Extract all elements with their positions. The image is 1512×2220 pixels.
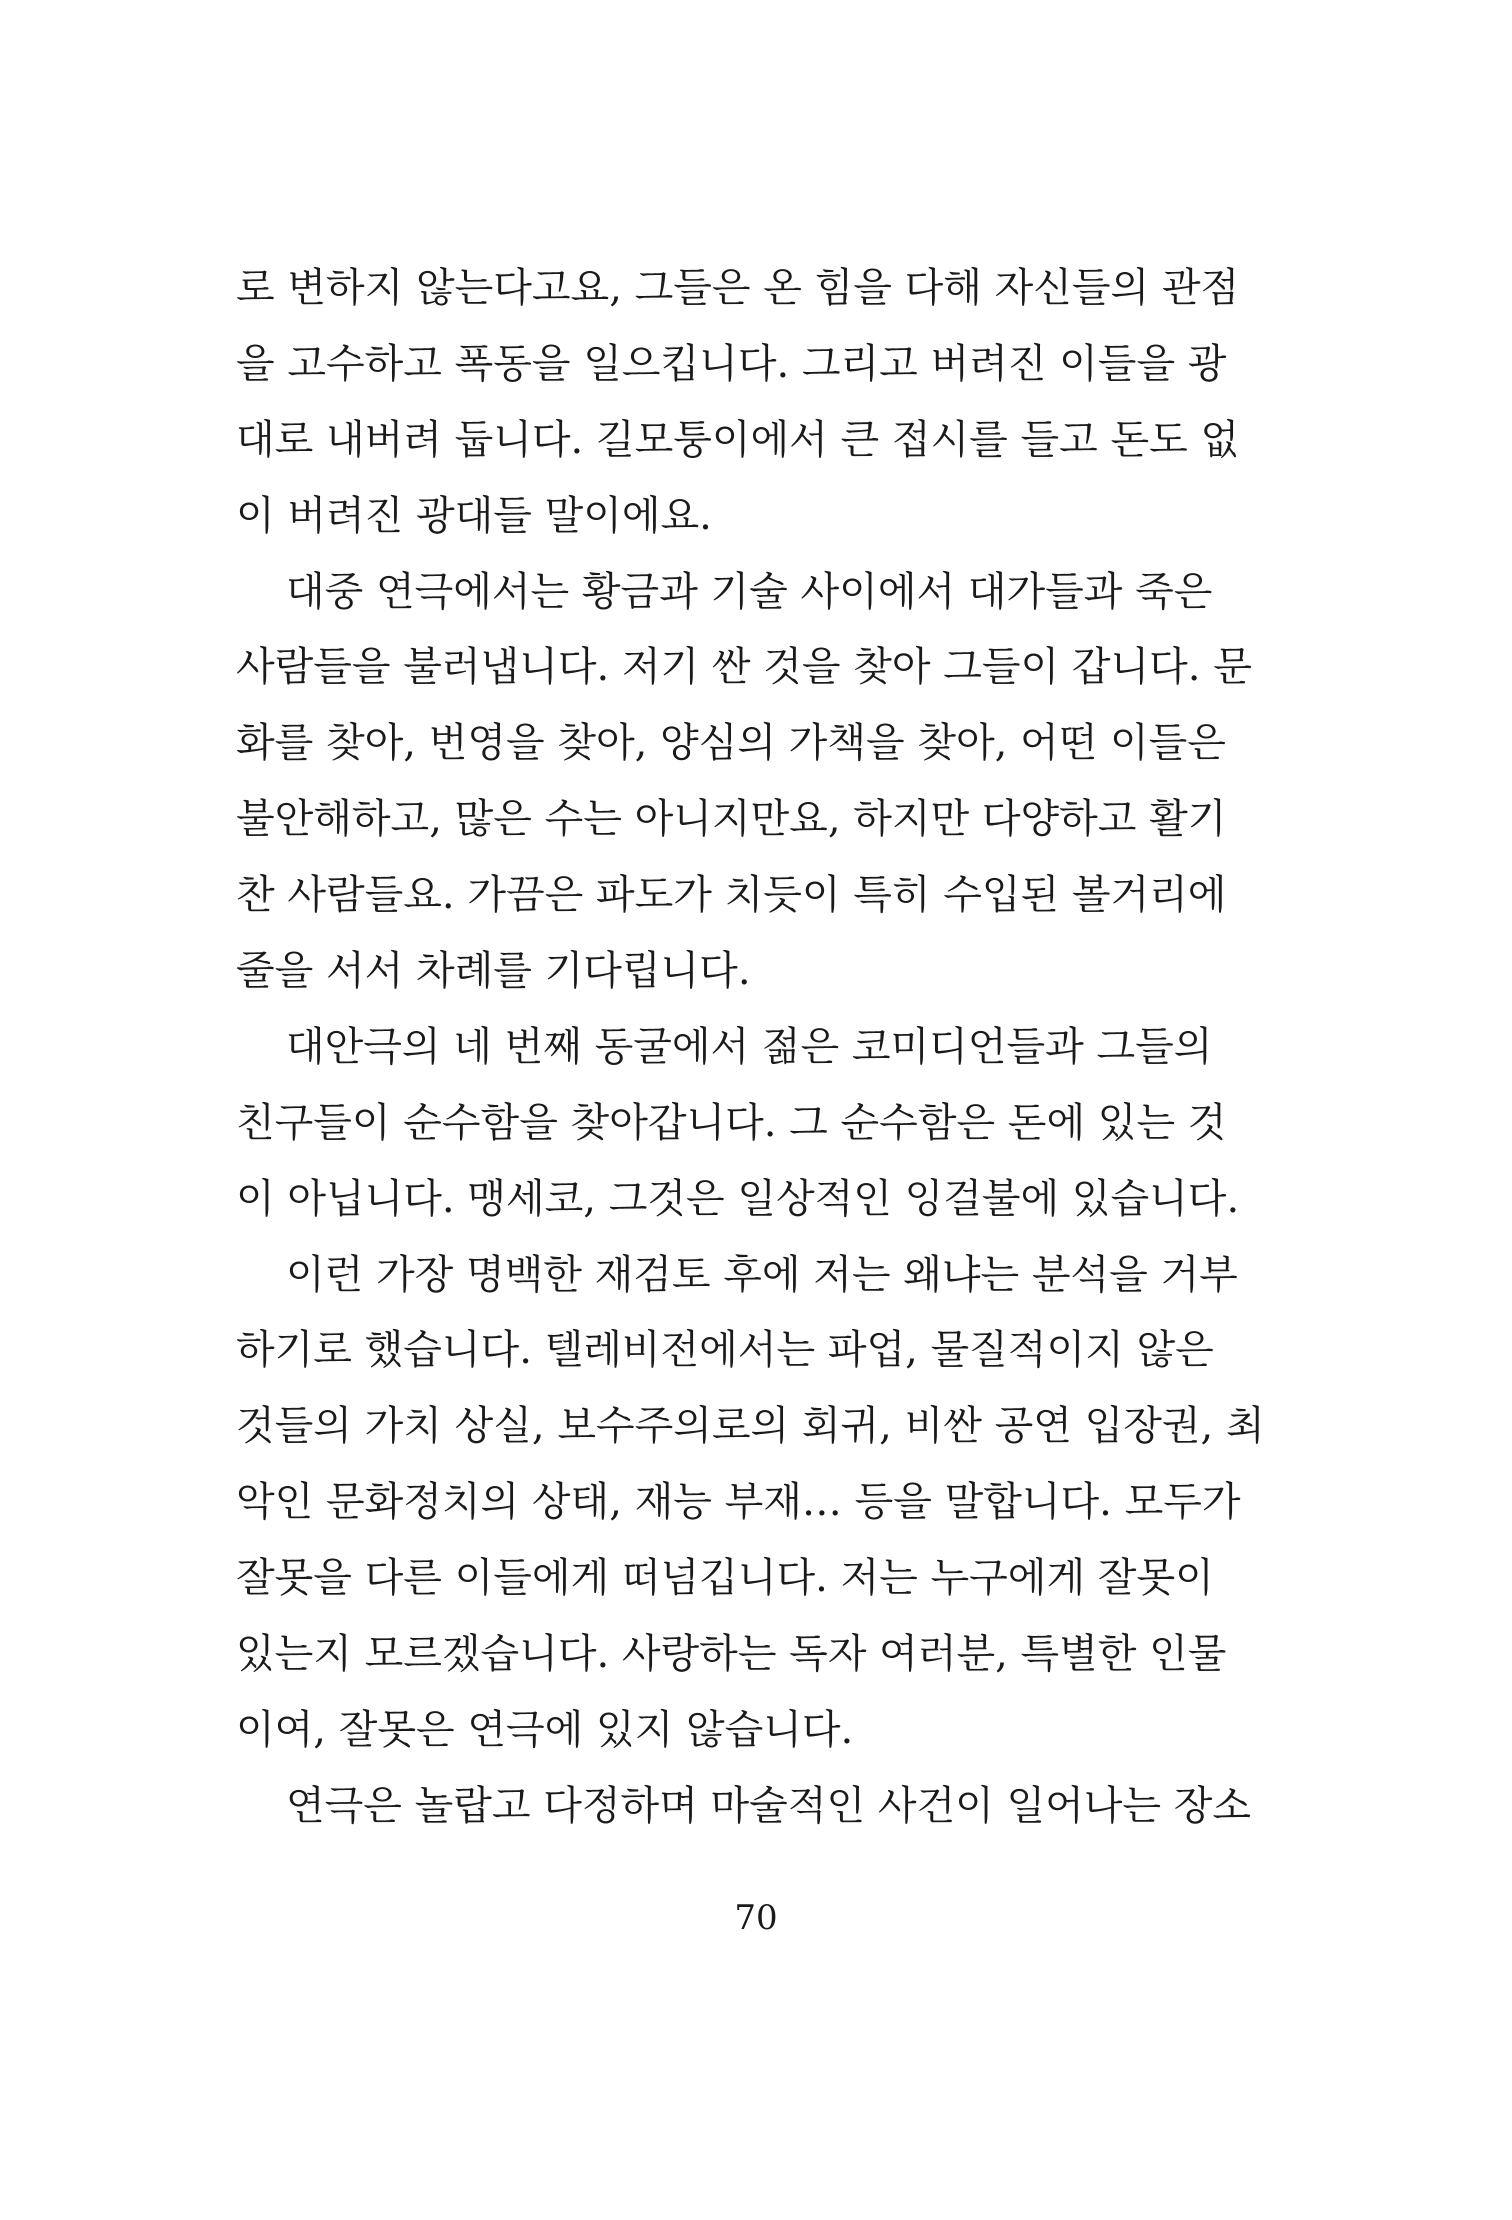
text-line: 을 고수하고 폭동을 일으킵니다. 그리고 버려진 이들을 광 [236, 340, 1227, 387]
paragraph-first-line: 연극은 놀랍고 다정하며 마술적인 사건이 일어나는 장소 [286, 1782, 1252, 1829]
body-text [236, 256, 1265, 1850]
paragraph-first-line: 대안극의 네 번째 동굴에서 젊은 코미디언들과 그들의 [286, 1023, 1213, 1070]
text-line: 찬 사람들요. 가끔은 파도가 치듯이 특히 수입된 볼거리에 [236, 872, 1227, 919]
text-line: 친구들이 순수함을 찾아갑니다. 그 순수함은 돈에 있는 것 [236, 1099, 1227, 1146]
text-line: 화를 찾아, 번영을 찾아, 양심의 가책을 찾아, 어떤 이들은 [236, 720, 1226, 767]
text-line: 이 버려진 광대들 말이에요. [236, 492, 712, 539]
text-line: 이여, 잘못은 연극에 있지 않습니다. [236, 1706, 854, 1753]
text-line: 잘못을 다른 이들에게 떠넘깁니다. 저는 누구에게 잘못이 [236, 1555, 1214, 1602]
text-line: 로 변하지 않는다고요, 그들은 온 힘을 다해 자신들의 관점 [236, 265, 1240, 311]
text-line: 대로 내버려 둡니다. 길모퉁이에서 큰 접시를 들고 돈도 없 [236, 416, 1240, 463]
text-line: 이 아닙니다. 맹세코, 그것은 일상적인 잉걸불에 있습니다. [236, 1175, 1240, 1222]
text-line: 줄을 서서 차례를 기다립니다. [236, 948, 751, 995]
text-line: 불안해하고, 많은 수는 아니지만요, 하지만 다양하고 활기 [236, 796, 1227, 843]
text-line: 있는지 모르겠습니다. 사랑하는 독자 여러분, 특별한 인물 [236, 1631, 1227, 1678]
text-line: 사람들을 불러냅니다. 저기 싼 것을 찾아 그들이 갑니다. 문 [236, 644, 1252, 691]
text-line: 하기로 했습니다. 텔레비전에서는 파업, 물질적이지 않은 [236, 1327, 1214, 1374]
paragraph-first-line: 이런 가장 명백한 재검토 후에 저는 왜냐는 분석을 거부 [286, 1251, 1238, 1298]
page-number: 70 [734, 1898, 778, 1938]
text-line: 악인 문화정치의 상태, 재능 부재… 등을 말합니다. 모두가 [236, 1479, 1241, 1526]
paragraph-first-line: 대중 연극에서는 황금과 기술 사이에서 대가들과 죽은 [286, 568, 1213, 615]
text-line: 것들의 가치 상실, 보수주의로의 회귀, 비싼 공연 입장권, 최 [236, 1403, 1265, 1450]
